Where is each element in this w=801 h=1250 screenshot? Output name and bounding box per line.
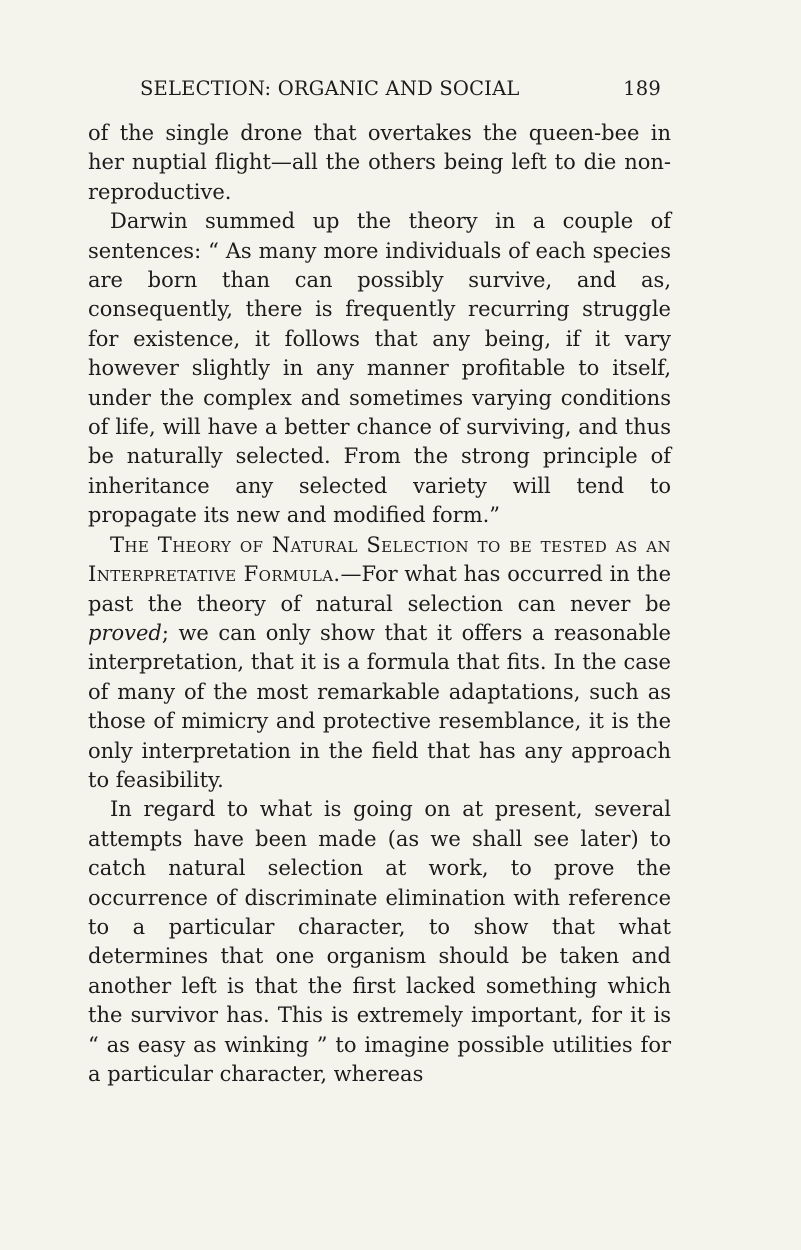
- section-heading: The Theory of Natural Selection to be tested as an Interpretative Formula.: [88, 532, 671, 587]
- running-head: [140, 72, 661, 106]
- paragraph-continuation: of the single drone that overtakes the queen-bee in her nuptial flight—all the others being left to die non-reproductive.: [88, 121, 671, 204]
- book-page: [88, 72, 671, 1089]
- paragraph-interpretative-formula: [88, 531, 671, 796]
- body-text: [88, 119, 671, 1089]
- emphasized-word: proved: [88, 620, 162, 645]
- running-title: SELECTION: ORGANIC AND SOCIAL: [140, 77, 520, 100]
- paragraph-text: ; we can only show that it offers a reasonable interpretation, that it is a formula that fits. In the case of many of the most remarkable adaptations, such as those of mimicry and protective resemblance, it is the only interpretation in the field that has any approach to feasibility.: [88, 620, 671, 792]
- page-number: 189: [623, 77, 661, 100]
- paragraph-present-attempts: In regard to what is going on at present, several attempts have been made (as we shall see later) to catch natural selection at work, to prove the occurrence of discriminate elimination with reference to a particular character, to show that what determines that one organism should be taken and another left is that the first lacked something which the survivor has. This is extremely important, for it is “ as easy as winking ” to imagine possible utilities for a particular character, whereas: [88, 797, 671, 1086]
- paragraph-darwin-quote: Darwin summed up the theory in a couple of sentences: “ As many more individuals of each species are born than can possibly survive, and as, consequently, there is frequently recurring struggle for existence, it follows that any being, if it vary however slightly in any manner profitable to itself, under the complex and sometimes varying conditions of life, will have a better chance of surviving, and thus be naturally selected. From the strong principle of inheritance any selected variety will tend to propagate its new and modified form.”: [88, 209, 671, 528]
- paragraph-text: —For what has occurred in the past the theory of natural selection can never be: [88, 562, 671, 616]
